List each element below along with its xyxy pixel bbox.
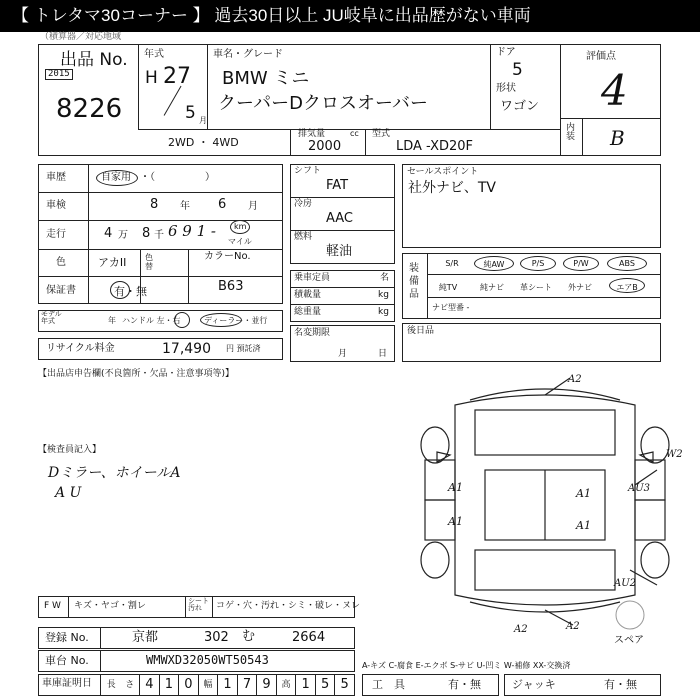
mark-a1-left-2: A1 xyxy=(448,515,463,528)
mileage-unit-mile: マイル xyxy=(228,237,252,246)
chassis-value: WMWXD32050WT50543 xyxy=(146,653,269,667)
right-door-rear xyxy=(635,500,665,540)
inspection-year-unit: 年 xyxy=(180,201,190,212)
spare-label: スペア xyxy=(614,635,644,646)
trunk xyxy=(475,550,615,590)
spare-wheel xyxy=(616,601,644,629)
cert-digit: さ xyxy=(125,680,135,690)
cert-digit: 5 xyxy=(334,675,354,695)
inspection-month-unit: 月 xyxy=(248,201,258,212)
mileage-written: 6 9 1 ‐ xyxy=(168,222,217,240)
color-code: B63 xyxy=(218,279,244,294)
name-change-label: 名変期限 xyxy=(294,328,331,338)
score-label: 評価点 xyxy=(586,51,616,62)
mark-au3: AU3 xyxy=(628,483,651,494)
mileage-unit-circle xyxy=(230,220,250,234)
mark-au2: AU2 xyxy=(614,578,637,589)
weight-unit: kg xyxy=(378,307,389,317)
cert-digit: 0 xyxy=(178,675,198,695)
cert-digit: 高 xyxy=(276,675,296,695)
inspection-month: 6 xyxy=(218,197,227,212)
mileage-man: 4 xyxy=(104,226,113,241)
color-repaint-label: 色替 xyxy=(145,253,153,271)
interior-seat: シート汚れ xyxy=(188,597,209,612)
left-door-front xyxy=(425,460,455,500)
displacement-label: 排気量 xyxy=(298,129,326,139)
inspector-text-2: A U xyxy=(55,485,82,501)
mark-a2-bottom-2: A2 xyxy=(566,621,580,632)
color-code-label: カラーNo. xyxy=(204,251,251,262)
equip-navi-model: ナビ型番 - xyxy=(432,303,470,312)
score-value: 4 xyxy=(601,66,628,115)
cert-digit: 長 xyxy=(106,680,116,690)
mark-a1-left-1: A1 xyxy=(448,481,463,494)
registration-label: 登録 No. xyxy=(45,631,89,644)
fuel-label: 燃料 xyxy=(294,232,313,242)
equipment-label: 装備品 xyxy=(409,263,419,300)
sales-point-text: 社外ナビ、TV xyxy=(408,180,496,196)
notes-label: 後日品 xyxy=(407,326,435,336)
history-suffix: ・（ ） xyxy=(140,172,215,183)
hood xyxy=(475,410,615,455)
lot-label: 出品 No. xyxy=(60,50,128,70)
equip-navi: 純ナビ xyxy=(480,283,504,292)
mark-a1-right-2: A1 xyxy=(576,519,591,532)
car-grade: クーパーDクロスオーバー xyxy=(218,93,429,114)
shift-value: FAT xyxy=(326,178,349,193)
registration-kana: む xyxy=(242,629,256,644)
year-label: 年式 xyxy=(144,49,164,60)
equip-ps: P/S xyxy=(531,259,545,268)
recycle-unit: 円 預託済 xyxy=(226,344,261,353)
interior-items2: コゲ・穴・汚れ・シミ・破レ・ヌレ xyxy=(216,601,361,611)
mark-a2-top: A2 xyxy=(568,374,582,385)
equip-sr: S/R xyxy=(445,259,459,268)
model-row-dealer: ディーラー・並行 xyxy=(204,316,268,325)
right-door-front xyxy=(635,460,665,500)
inspection-year: 8 xyxy=(150,197,159,212)
equip-pw: P/W xyxy=(573,259,589,268)
car-name-label: 車名・グレード xyxy=(213,49,283,60)
wheel-rl xyxy=(421,542,449,578)
recycle-label: リサイクル料金 xyxy=(46,343,115,354)
tools-value: 有・無 xyxy=(448,678,481,691)
registration-number: 2664 xyxy=(292,630,326,645)
car-diagram xyxy=(395,370,695,640)
year-value: 27 xyxy=(163,64,191,89)
car-make: BMW ミニ xyxy=(222,68,310,89)
shift-label: シフト xyxy=(294,166,322,176)
cert-digits xyxy=(102,675,354,695)
drive-options: 2WD ・ 4WD xyxy=(168,136,239,149)
displacement-value: 2000 xyxy=(308,139,342,154)
handle-right-circle xyxy=(174,312,190,328)
history-value: 自家用 xyxy=(101,172,131,183)
seller-notes-label: 【出品店申告欄(不良箇所・欠品・注意事項等)】 xyxy=(38,369,235,379)
interior-value: B xyxy=(610,126,625,150)
mileage-label: 走行 xyxy=(46,229,66,240)
registration-class: 302 xyxy=(204,630,229,645)
wheel-rr xyxy=(641,542,669,578)
inspection-label: 車検 xyxy=(46,200,66,211)
notes-frame xyxy=(402,323,661,362)
cert-digit: 1 xyxy=(159,675,179,695)
banner-text: 【 トレタマ30コーナー 】 過去30日以上 JU岐阜に出品歴がない車両 xyxy=(12,6,531,25)
equip-leather: 革シート xyxy=(520,283,552,292)
jack-label: ジャッキ xyxy=(512,678,556,691)
mileage-man-unit: 万 xyxy=(118,230,128,241)
inspector-text-1: Dミラー、ホイールA xyxy=(48,465,181,481)
name-change-day: 日 xyxy=(378,349,388,359)
mark-a1-right-1: A1 xyxy=(576,487,591,500)
mileage-unit-km: km xyxy=(234,222,247,231)
doors-label: ドア xyxy=(496,47,516,58)
jack-value: 有・無 xyxy=(604,678,637,691)
damage-legend: A-キズ C-腐食 E-エクボ S-サビ U-凹ミ W-補修 XX-交換済 xyxy=(362,661,571,670)
header-note: （積算器／対応地域 xyxy=(40,32,122,42)
banner xyxy=(0,0,700,32)
interior-label: 内装 xyxy=(566,123,576,142)
fuel-value: 軽油 xyxy=(326,244,353,259)
mileage-sen: 8 xyxy=(142,226,151,241)
doors-count: 5 xyxy=(512,60,523,80)
aircon-value: AAC xyxy=(326,211,353,226)
mileage-sen-unit: 千 xyxy=(154,230,164,241)
cert-digit: 4 xyxy=(139,675,159,695)
inspector-label: 【検査員記入】 xyxy=(38,445,102,455)
model-code-value: LDA ‐XD20F xyxy=(396,139,474,154)
history-label: 車歴 xyxy=(46,172,66,183)
year-month-unit: 月 xyxy=(199,116,207,125)
color-label: 色 xyxy=(56,257,66,268)
warranty-value: 有・無 xyxy=(114,285,147,298)
model-row-label: モデル年式 xyxy=(41,310,62,325)
capacity-unit: 名 xyxy=(380,273,390,283)
warranty-label: 保証書 xyxy=(46,285,76,296)
mark-a2-bottom-1: A2 xyxy=(514,624,528,635)
sales-point-label: セールスポイント xyxy=(407,167,479,177)
weight-label: 総重量 xyxy=(294,307,322,317)
model-row-year-unit: 年 xyxy=(108,316,116,325)
chassis-label: 車台 No. xyxy=(45,654,89,667)
color-value: アカII xyxy=(98,256,127,269)
cert-digit: 7 xyxy=(237,675,257,695)
tools-label: 工 具 xyxy=(372,678,405,691)
capacity-label: 乗車定員 xyxy=(294,273,331,283)
equip-abs: ABS xyxy=(619,259,635,268)
cert-digit: 1 xyxy=(217,675,237,695)
displacement-unit: cc xyxy=(350,129,359,138)
load-unit: kg xyxy=(378,290,389,300)
dealer-circle xyxy=(200,313,242,327)
cert-digit: 9 xyxy=(256,675,276,695)
shape-value: ワゴン xyxy=(500,99,540,114)
equip-aw: 純AW xyxy=(483,260,505,269)
lot-year-tag: 2015 xyxy=(45,69,73,80)
load-label: 積載量 xyxy=(294,290,322,300)
model-code-label: 型式 xyxy=(372,129,391,139)
equip-airbag: エアB xyxy=(616,283,638,292)
cert-digit: 幅 xyxy=(198,675,218,695)
model-row-handle: ハンドル 左・右 xyxy=(122,316,181,325)
year-month: 5 xyxy=(185,103,196,123)
equip-ext-navi: 外ナビ xyxy=(568,283,592,292)
cert-digit: 1 xyxy=(295,675,315,695)
year-era: H xyxy=(145,68,158,88)
registration-place: 京都 xyxy=(132,630,159,645)
name-change-month: 月 xyxy=(338,349,348,359)
equip-tv: 純TV xyxy=(438,283,458,292)
cert-digit: 5 xyxy=(315,675,335,695)
cert-label: 車庫証明日 xyxy=(42,678,92,689)
shape-label: 形状 xyxy=(496,83,516,94)
aircon-label: 冷房 xyxy=(294,199,313,209)
recycle-value: 17,490 xyxy=(162,341,211,357)
interior-fw: F W xyxy=(44,601,61,611)
lot-number: 8226 xyxy=(56,94,123,124)
mark-w2: W2 xyxy=(666,449,683,460)
interior-items: キズ・ヤゴ・割レ xyxy=(74,601,146,611)
